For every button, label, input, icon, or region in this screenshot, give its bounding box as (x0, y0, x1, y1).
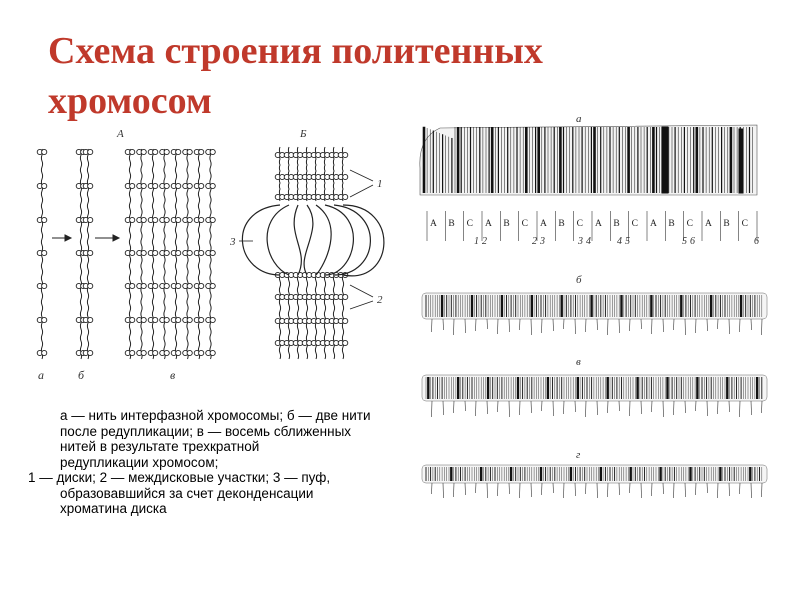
disc (187, 149, 192, 154)
disc (42, 149, 47, 154)
band-number: 6 (690, 236, 695, 247)
band-number: 2 (482, 236, 487, 247)
disc (141, 149, 146, 154)
band-letter-row (430, 219, 748, 229)
disc (141, 350, 146, 355)
band-number: 3 (578, 236, 583, 247)
caption-line: хроматина диска (60, 501, 167, 516)
disc (88, 217, 93, 222)
disc (42, 317, 47, 322)
band-tick (729, 401, 730, 412)
disc (88, 350, 93, 355)
disc-group (37, 149, 348, 355)
disc (88, 317, 93, 322)
disc (176, 350, 181, 355)
band-tick (751, 401, 752, 415)
band-tick (729, 483, 730, 496)
band-tick (509, 483, 510, 494)
band-letter: A (595, 219, 602, 229)
band-tick (454, 483, 455, 497)
band-tick (553, 319, 554, 331)
band-number: 5 (625, 236, 630, 247)
caption-line: а — нить интерфазной хромосомы; б — две нити (60, 408, 371, 423)
disc (176, 283, 181, 288)
band-tick (718, 483, 719, 498)
disc (210, 149, 215, 154)
band-tick (553, 483, 554, 493)
band-number: 5 (682, 236, 687, 247)
band-tick (641, 401, 642, 414)
thread-diagram (25, 125, 420, 390)
disc (199, 283, 204, 288)
band-tick (630, 319, 631, 331)
band-letter: B (558, 219, 565, 229)
puff-loop (304, 205, 313, 275)
band-tick (740, 319, 741, 332)
band-tick (443, 319, 444, 330)
band-tick (718, 319, 719, 329)
disc (199, 217, 204, 222)
disc (88, 149, 93, 154)
band-tick (454, 319, 455, 335)
disc (153, 250, 158, 255)
disc (199, 149, 204, 154)
band-tick (707, 401, 708, 416)
band-tick (652, 319, 653, 334)
band-letter: C (686, 219, 694, 229)
band-tick (740, 401, 741, 417)
band-tick (586, 401, 587, 417)
bottom-label-b: б (78, 368, 85, 382)
disc (42, 217, 47, 222)
band-tick (597, 401, 598, 415)
band-tick (619, 319, 620, 333)
band-tick (663, 401, 664, 417)
band-tick (696, 401, 697, 411)
puff-loop (294, 205, 301, 275)
band-number: 1 (474, 236, 479, 247)
callout-label-1: 1 (377, 178, 383, 190)
band-letter: A (540, 219, 547, 229)
band-tick (608, 483, 609, 497)
band-letter: C (741, 219, 749, 229)
title-line-1: Схема строения политенных (48, 30, 543, 72)
callout-2a (350, 285, 373, 297)
disc (153, 350, 158, 355)
bottom-label-a: а (38, 368, 44, 382)
band-letter: B (613, 219, 620, 229)
band-tick (619, 401, 620, 411)
band-letter: B (723, 219, 730, 229)
band-tick (531, 483, 532, 497)
chromosome-strip (422, 375, 767, 401)
puff-loop (334, 205, 370, 275)
band-tick (762, 401, 763, 413)
band-letter: B (668, 219, 675, 229)
disc (343, 294, 348, 299)
disc (164, 149, 169, 154)
disc (199, 183, 204, 188)
band-tick (498, 401, 499, 412)
disc (199, 317, 204, 322)
band-tick (608, 319, 609, 335)
band-number: 4 (617, 236, 622, 247)
disc (130, 317, 135, 322)
band-tick (520, 319, 521, 330)
disc (210, 217, 215, 222)
band-tick (674, 319, 675, 330)
band-number: 3 (540, 236, 545, 247)
disc (343, 318, 348, 323)
band-tick (498, 319, 499, 334)
disc (199, 250, 204, 255)
disc (164, 350, 169, 355)
arrowhead-2 (113, 235, 119, 241)
band-tick (487, 401, 488, 414)
chromatin-thread (297, 275, 298, 359)
band-tick (586, 483, 587, 494)
disc (130, 217, 135, 222)
heavy-band (662, 127, 668, 193)
panel-label-g: г (576, 449, 581, 461)
disc (210, 317, 215, 322)
band-tick (432, 319, 433, 332)
disc (42, 183, 47, 188)
disc (164, 217, 169, 222)
band-number: 2 (532, 236, 537, 247)
band-number: 4 (586, 236, 591, 247)
disc (153, 283, 158, 288)
band-tick (575, 483, 576, 496)
callout-label-3: 3 (230, 236, 236, 248)
band-tick (597, 319, 598, 330)
disc (164, 250, 169, 255)
puff-loop (343, 205, 384, 276)
band-tick (564, 401, 565, 414)
disc (164, 317, 169, 322)
disc (153, 149, 158, 154)
disc (187, 317, 192, 322)
caption-line: образовавшийся за счет деконденсации (60, 485, 314, 501)
band-letter: B (448, 219, 455, 229)
band-tick (729, 319, 730, 334)
puff-loop (267, 205, 289, 275)
chromatin-thread (333, 275, 334, 359)
band-tick (685, 401, 686, 413)
band-tick (707, 483, 708, 493)
disc (210, 283, 215, 288)
band-tick (509, 319, 510, 332)
disc (176, 149, 181, 154)
band-tick (586, 319, 587, 332)
disc (153, 183, 158, 188)
band-tick (476, 483, 477, 493)
disc (42, 283, 47, 288)
band-tick (476, 319, 477, 331)
arrow-group (52, 235, 119, 241)
band-tick (641, 483, 642, 498)
band-tick (663, 483, 664, 494)
band-tick (498, 483, 499, 496)
band-letter: A (485, 219, 492, 229)
disc (210, 183, 215, 188)
chromatin-thread (342, 275, 343, 359)
band-tick (520, 483, 521, 498)
band-tick (509, 401, 510, 417)
band-tick (542, 483, 543, 495)
disc (164, 183, 169, 188)
band-tick (685, 319, 686, 335)
band-number-row (474, 236, 759, 247)
band-tick (542, 401, 543, 411)
disc (343, 152, 348, 157)
band-tick (465, 483, 466, 495)
band-tick (432, 401, 433, 417)
disc (153, 317, 158, 322)
disc (343, 340, 348, 345)
band-diagram (412, 113, 792, 498)
band-tick (531, 401, 532, 413)
band-tick (476, 401, 477, 416)
disc (199, 350, 204, 355)
band-tick (652, 483, 653, 496)
caption-line: редупликации хромосом; (60, 454, 219, 470)
disc (164, 283, 169, 288)
disc (88, 283, 93, 288)
disc (176, 250, 181, 255)
panel-label-a: а (576, 113, 582, 125)
band-letter: C (521, 219, 529, 229)
band-letter: C (576, 219, 584, 229)
band-letter: A (650, 219, 657, 229)
caption-line: после редупликации; в — восемь сближенных (60, 423, 352, 439)
disc (176, 183, 181, 188)
panel-label-b: б (576, 274, 582, 286)
band-tick (674, 401, 675, 415)
band-number: 6 (754, 236, 759, 247)
slide-title (48, 26, 648, 126)
band-tick (487, 483, 488, 498)
band-tick (630, 401, 631, 416)
disc (153, 217, 158, 222)
puff-loops (242, 205, 383, 276)
chromosome-strip (422, 293, 767, 319)
disc (210, 350, 215, 355)
disc (176, 217, 181, 222)
band-tick (564, 319, 565, 329)
disc (343, 174, 348, 179)
band-tick (619, 483, 620, 495)
disc (187, 283, 192, 288)
bottom-label-v: в (170, 368, 176, 382)
panel-label-b-upper: Б (300, 128, 307, 140)
band-letter: C (631, 219, 639, 229)
band-tick (443, 401, 444, 415)
band-tick (685, 483, 686, 497)
caption-line: нитей в результате трехкратной (60, 439, 260, 454)
callout-1a (350, 170, 373, 181)
panel-label-v: в (576, 356, 581, 368)
chromatin-thread (279, 275, 280, 359)
disc (130, 149, 135, 154)
disc (130, 250, 135, 255)
disc (343, 194, 348, 199)
panel-label-a-upper: А (117, 128, 124, 140)
chromatin-thread (306, 275, 307, 359)
band-tick (707, 319, 708, 331)
disc (187, 217, 192, 222)
disc (210, 250, 215, 255)
chromosome-strip-b (422, 293, 767, 335)
callout-label-2: 2 (377, 294, 383, 306)
chromosome-strip-g (422, 465, 767, 498)
chromatin-thread (324, 275, 325, 359)
band-letter: A (430, 219, 437, 229)
chromatin-thread (315, 275, 316, 359)
band-tick (597, 483, 598, 498)
caption-line: 1 — диски; 2 — междисковые участки; 3 — пуф, (28, 470, 331, 485)
disc (88, 183, 93, 188)
disc (141, 217, 146, 222)
chromosome-strip-v (422, 375, 767, 417)
disc (130, 283, 135, 288)
heavy-band (739, 129, 743, 193)
arrowhead-1 (65, 235, 71, 241)
band-tick (465, 319, 466, 333)
callout-1b (350, 185, 373, 197)
band-tick (465, 401, 466, 411)
band-tick (674, 483, 675, 498)
band-tick (740, 483, 741, 494)
band-tick (718, 401, 719, 414)
disc (130, 183, 135, 188)
figure-caption (28, 408, 410, 517)
puff-loop (325, 205, 353, 275)
chromosome-strip (422, 465, 767, 483)
band-tick (454, 401, 455, 413)
band-tick (575, 319, 576, 334)
band-tick (608, 401, 609, 413)
band-tick (652, 401, 653, 412)
band-tick (564, 483, 565, 498)
band-tick (641, 319, 642, 329)
puff-loop (316, 205, 331, 275)
band-tick (531, 319, 532, 335)
disc (187, 250, 192, 255)
band-tick (542, 319, 543, 333)
band-letter: B (503, 219, 510, 229)
band-tick (696, 319, 697, 333)
band-tick (487, 319, 488, 329)
band-tick (432, 483, 433, 494)
band-tick (696, 483, 697, 495)
disc (42, 250, 47, 255)
band-letter: A (705, 219, 712, 229)
band-letter: C (466, 219, 474, 229)
band-tick (751, 483, 752, 498)
band-tick (575, 401, 576, 412)
disc (141, 283, 146, 288)
disc (88, 250, 93, 255)
band-tick (663, 319, 664, 332)
disc (130, 350, 135, 355)
disc (141, 183, 146, 188)
disc (176, 317, 181, 322)
band-tick (630, 483, 631, 493)
disc (141, 250, 146, 255)
disc (141, 317, 146, 322)
band-tick (520, 401, 521, 415)
title-line-2: хромосом (48, 80, 212, 122)
band-tick (762, 319, 763, 335)
band-tick (751, 319, 752, 330)
band-tick (762, 483, 763, 497)
disc (187, 183, 192, 188)
callout-2b (350, 301, 373, 309)
band-tick (443, 483, 444, 498)
band-tick (553, 401, 554, 416)
disc (187, 350, 192, 355)
chromatin-thread (288, 275, 289, 359)
disc (42, 350, 47, 355)
